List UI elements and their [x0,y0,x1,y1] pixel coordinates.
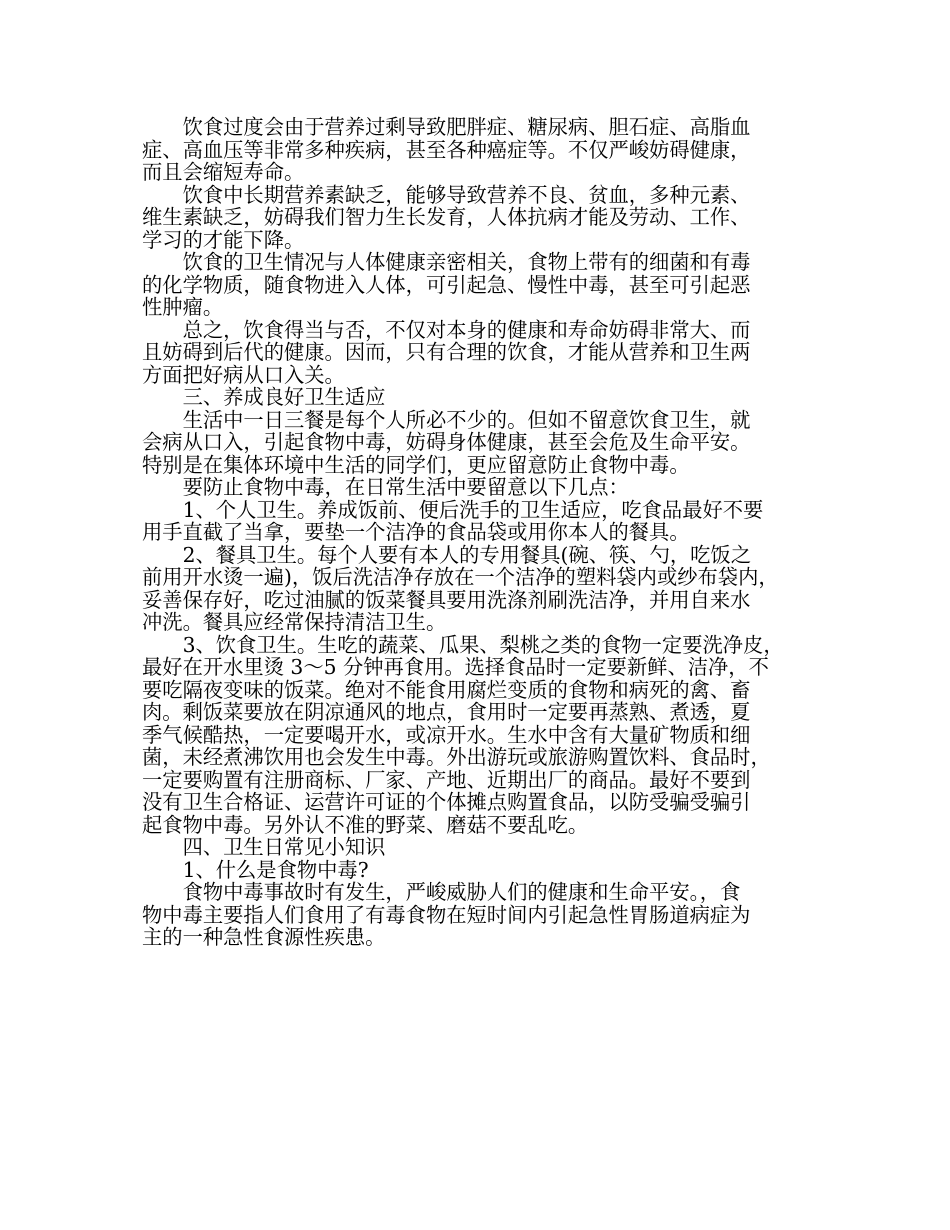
text-line: 饮食过度会由于营养过剩导致肥胖症、糖尿病、胆石症、高脂血 [142,115,751,139]
text-line: 生活中一日三餐是每个人所必不少的。但如不留意饮食卫生，就 [142,407,751,432]
text-line: 食物中毒事故时有发生，严峻威胁人们的健康和生命平安。，食 [142,880,741,904]
text-line: 的化学物质，随食物进入人体，可引起急、慢性中毒，甚至可引起恶 [142,272,751,297]
text-line: 性肿瘤。 [142,295,224,319]
text-line: 总之，饮食得当与否，不仅对本身的健康和寿命妨碍非常大、而 [142,317,751,342]
text-line: 症、高血压等非常多种疾病，甚至各种癌症等。不仅严峻妨碍健康， [142,137,751,162]
text-line: 起食物中毒。另外认不准的野菜、磨菇不要乱吃。 [142,812,589,837]
text-line: 维生素缺乏，妨碍我们智力生长发育，人体抗病才能及劳动、工作、 [142,205,751,229]
text-line: 3、饮食卫生。生吃的蔬菜、瓜果、梨桃之类的食物一定要洗净皮， [142,632,784,657]
text-line: 要防止食物中毒，在日常生活中要留意以下几点： [142,475,629,499]
subsection-heading: 1、什么是食物中毒? [142,857,369,882]
text-line: 主的一种急性食源性疾患。 [142,925,386,949]
text-line: 菌，未经煮沸饮用也会发生中毒。外出游玩或旅游购置饮料、食品时， [142,745,771,769]
text-line: 1、个人卫生。养成饭前、便后洗手的卫生适应，吃食品最好不要 [142,497,764,522]
text-line: 冲洗。餐具应经常保持清洁卫生。 [142,610,447,634]
text-line: 一定要购置有注册商标、厂家、产地、近期出厂的商品。最好不要到 [142,767,751,792]
document-page [142,116,802,949]
text-line: 要吃隔夜变味的饭菜。绝对不能食用腐烂变质的食物和病死的禽、畜 [142,677,751,702]
text-line: 学习的才能下降。 [142,227,305,252]
text-line: 饮食中长期营养素缺乏，能够导致营养不良、贫血，多种元素、 [142,182,751,207]
section-heading: 四、卫生日常见小知识 [142,835,386,859]
text-line: 最好在开水里烫 3～5 分钟再食用。选择食品时一定要新鲜、洁净，不 [142,655,769,679]
text-line: 季气候酷热，一定要喝开水，或凉开水。生水中含有大量矿物质和细 [142,722,751,747]
text-line: 方面把好病从口入关。 [142,362,345,387]
text-line: 饮食的卫生情况与人体健康亲密相关，食物上带有的细菌和有毒 [142,250,751,274]
text-line: 2、餐具卫生。每个人要有本人的专用餐具(碗、筷、勺，吃饭之 [142,542,751,567]
text-line: 会病从口入，引起食物中毒，妨碍身体健康，甚至会危及生命平安。 [142,430,751,454]
text-line: 肉。剩饭菜要放在阴凉通风的地点，食用时一定要再蒸熟、煮透，夏 [142,700,751,724]
text-line: 特别是在集体环境中生活的同学们，更应留意防止食物中毒。 [142,452,690,477]
text-line: 而且会缩短寿命。 [142,160,305,184]
section-heading: 三、养成良好卫生适应 [142,385,386,409]
text-line: 没有卫生合格证、运营许可证的个体摊点购置食品，以防受骗受骗引 [142,790,751,814]
text-line: 且妨碍到后代的健康。因而，只有合理的饮食，才能从营养和卫生两 [142,340,751,364]
text-line: 妥善保存好，吃过油腻的饭菜餐具要用洗涤剂刷洗洁净，并用自来水 [142,587,751,612]
text-line: 用手直截了当拿，要垫一个洁净的食品袋或用你本人的餐具。 [142,520,690,544]
text-line: 前用开水烫一遍)，饭后洗洁净存放在一个洁净的塑料袋内或纱布袋内， [142,565,779,589]
text-line: 物中毒主要指人们食用了有毒食物在短时间内引起急性胃肠道病症为 [142,902,751,927]
